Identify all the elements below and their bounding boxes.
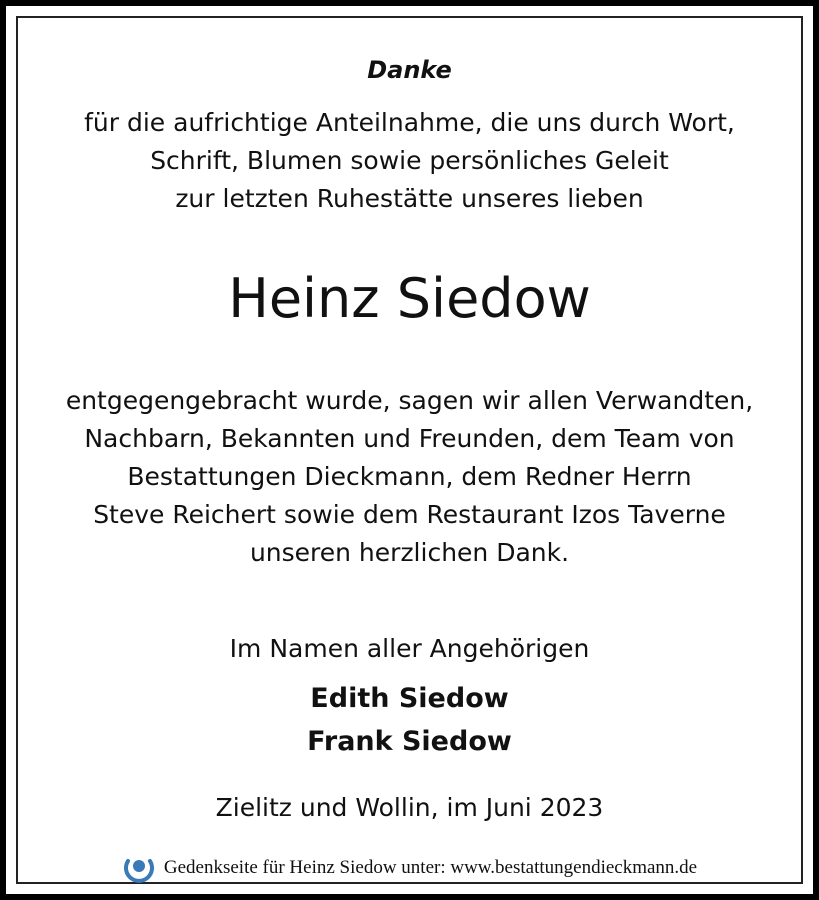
place-date: Zielitz und Wollin, im Juni 2023 (215, 793, 604, 822)
notice-content (6, 6, 813, 894)
intro-line: zur letzten Ruhestätte unseres lieben (175, 184, 644, 213)
intro-paragraph (6, 104, 813, 218)
footer (6, 851, 813, 885)
body-paragraph (6, 382, 813, 572)
closing-line: Im Namen aller Angehörigen (229, 634, 590, 663)
body-line: entgegengebracht wurde, sagen wir allen Verwandten, (65, 386, 754, 415)
body-line: Bestattungen Dieckmann, dem Redner Herrn (127, 462, 692, 491)
deceased-name: Heinz Siedow (228, 267, 591, 330)
notice-heading: Danke (367, 56, 452, 84)
intro-line: Schrift, Blumen sowie persönliches Geleit (150, 146, 669, 175)
body-line: Nachbarn, Bekannten und Freunden, dem Team von (84, 424, 735, 453)
memorial-page-link[interactable]: Gedenkseite für Heinz Siedow unter: www.bestattungendieckmann.de (163, 857, 698, 878)
signer-name: Frank Siedow (307, 726, 512, 757)
intro-line: für die aufrichtige Anteilnahme, die uns durch Wort, (84, 108, 735, 137)
signer-name: Edith Siedow (310, 683, 509, 714)
bestattungen-logo-icon (122, 851, 156, 885)
body-line: unseren herzlichen Dank. (249, 538, 570, 567)
body-line: Steve Reichert sowie dem Restaurant Izos Taverne (93, 500, 726, 529)
